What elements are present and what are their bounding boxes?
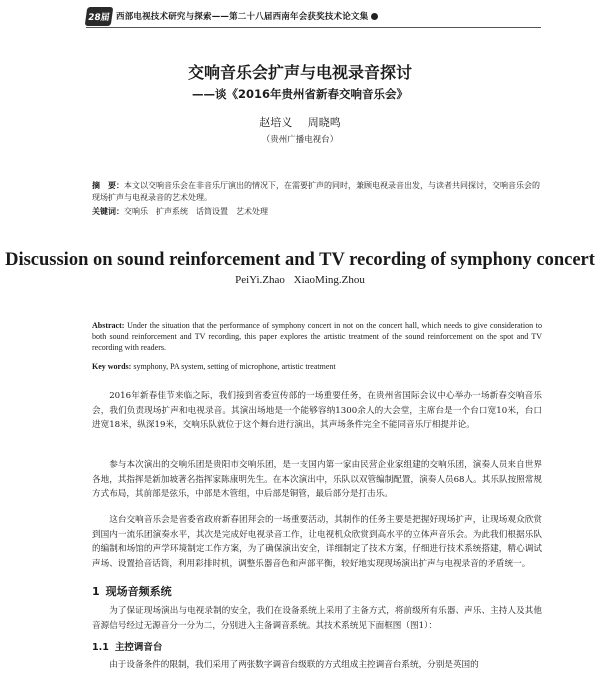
running-header <box>86 4 556 28</box>
authors-cn <box>0 114 600 130</box>
section-heading-1-1 <box>92 639 162 653</box>
section-heading-1 <box>92 583 172 599</box>
abstract-cn <box>92 180 542 204</box>
body-paragraph-5: 由于设备条件的限制，我们采用了两张数字调音台级联的方式组成主控调音台系统，分别是英国的 <box>109 660 479 670</box>
keywords-label: 关键词： <box>92 207 124 216</box>
abstract-label-en: Abstract: <box>92 321 125 330</box>
subsection-number: 1.1 <box>92 642 109 653</box>
keywords-cn <box>92 206 542 218</box>
affiliation-cn: （贵州广播电视台） <box>261 135 339 145</box>
section-number: 1 <box>92 585 100 598</box>
abstract-en <box>92 320 542 353</box>
paper-title-en: Discussion on sound reinforcement and TV recording of symphony concert <box>5 250 595 270</box>
author-1: 赵培义 <box>259 116 293 129</box>
author-2: 周晓鸣 <box>307 116 341 129</box>
keywords-label-en: Key words: <box>92 362 132 371</box>
section-title: 现场音频系统 <box>105 585 172 598</box>
author-en-2: XiaoMing.Zhou <box>293 274 365 286</box>
body-paragraph-3: 这台交响音乐会是省委省政府新春团拜会的一场重要活动，其制作的任务主要是把握好现场扩声，让现场观众欣赏到国内一流乐团演奏水平，其次是完成好电视录音工作，让电视机众欣赏到高水平的立体声音乐会。为此我们根据乐队的编制和场馆的声学环境制定工作方案，为了确保演出安全，详细制定了技术方案，仔细进行技术系统搭建，精心调试声场、设置拾音话筒，利用彩排时机，调整乐器音色和声部平衡，较好地实现现场演出扩声与电视录音的矛盾统一。 <box>92 515 542 569</box>
bullet-icon <box>371 13 378 20</box>
paper-subtitle-cn: ——谈《2016年贵州省新春交响音乐会》 <box>191 87 408 101</box>
paper-title-cn: 交响音乐会扩声与电视录音探讨 <box>187 63 412 82</box>
header-rule <box>86 27 541 28</box>
running-title <box>116 10 378 22</box>
abstract-text-en: Under the situation that the performance of symphony concert in not on the concert hall, which needs to give consideration to both sound reinforcement and TV recording, this paper explores the artistic treatment of the sound reinforcement on the spot and TV recording with readers. <box>92 321 542 352</box>
body-paragraph-2: 参与本次演出的交响乐团是贵阳市交响乐团，是一支国内第一家由民营企业家组建的交响乐团，演奏人员来自世界各地，其指挥是新加坡著名指挥家陈康明先生。在本次演出中，乐队以双管编制配置，演奏人员68人。其乐队按照常规方式布局，其前部是弦乐，中部是木管组，中后部是铜管，最后部分是打击乐。 <box>92 460 542 499</box>
journal-logo: 28届 <box>85 7 114 26</box>
abstract-text: 本文以交响音乐会在非音乐厅演出的情况下，在需要扩声的同时，兼顾电视录音出发，与读者共同探讨，交响音乐会的现场扩声与电视录音的艺术处理。 <box>92 181 540 202</box>
keywords-text: 交响乐 扩声系统 话筒设置 艺术处理 <box>124 207 268 216</box>
authors-en <box>0 274 600 286</box>
abstract-label: 摘 要： <box>92 181 124 190</box>
keywords-text-en: symphony, PA system, setting of microphone, artistic treatment <box>133 362 336 371</box>
body-paragraph-4: 为了保证现场演出与电视录制的安全，我们在设备系统上采用了主备方式，将前级所有乐器、声乐、主持人及其他音源信号经过无源音分一分为二，分别进入主备调音系统。其技术系统见下面框图（图1）： <box>92 606 542 631</box>
keywords-en <box>92 362 542 371</box>
body-paragraph-1: 2016年新春佳节来临之际，我们接到省委宣传部的一场重要任务，在贵州省国际会议中心举办一场新春交响音乐会，我们负责现场扩声和电视录音。其演出场地是一个能够容纳1300余人的大会堂，主席台是一个台口宽10米，台口进宽18米，纵深19米，交响乐队就位于这个舞台进行演出，其声场条件完全不能同音乐厅相提并论。 <box>92 391 542 430</box>
subsection-title: 主控调音台 <box>114 642 163 653</box>
running-title-text: 西部电视技术研究与探索——第二十八届西南年会获奖技术论文集 <box>116 12 369 22</box>
author-en-1: PeiYi.Zhao <box>235 274 285 286</box>
